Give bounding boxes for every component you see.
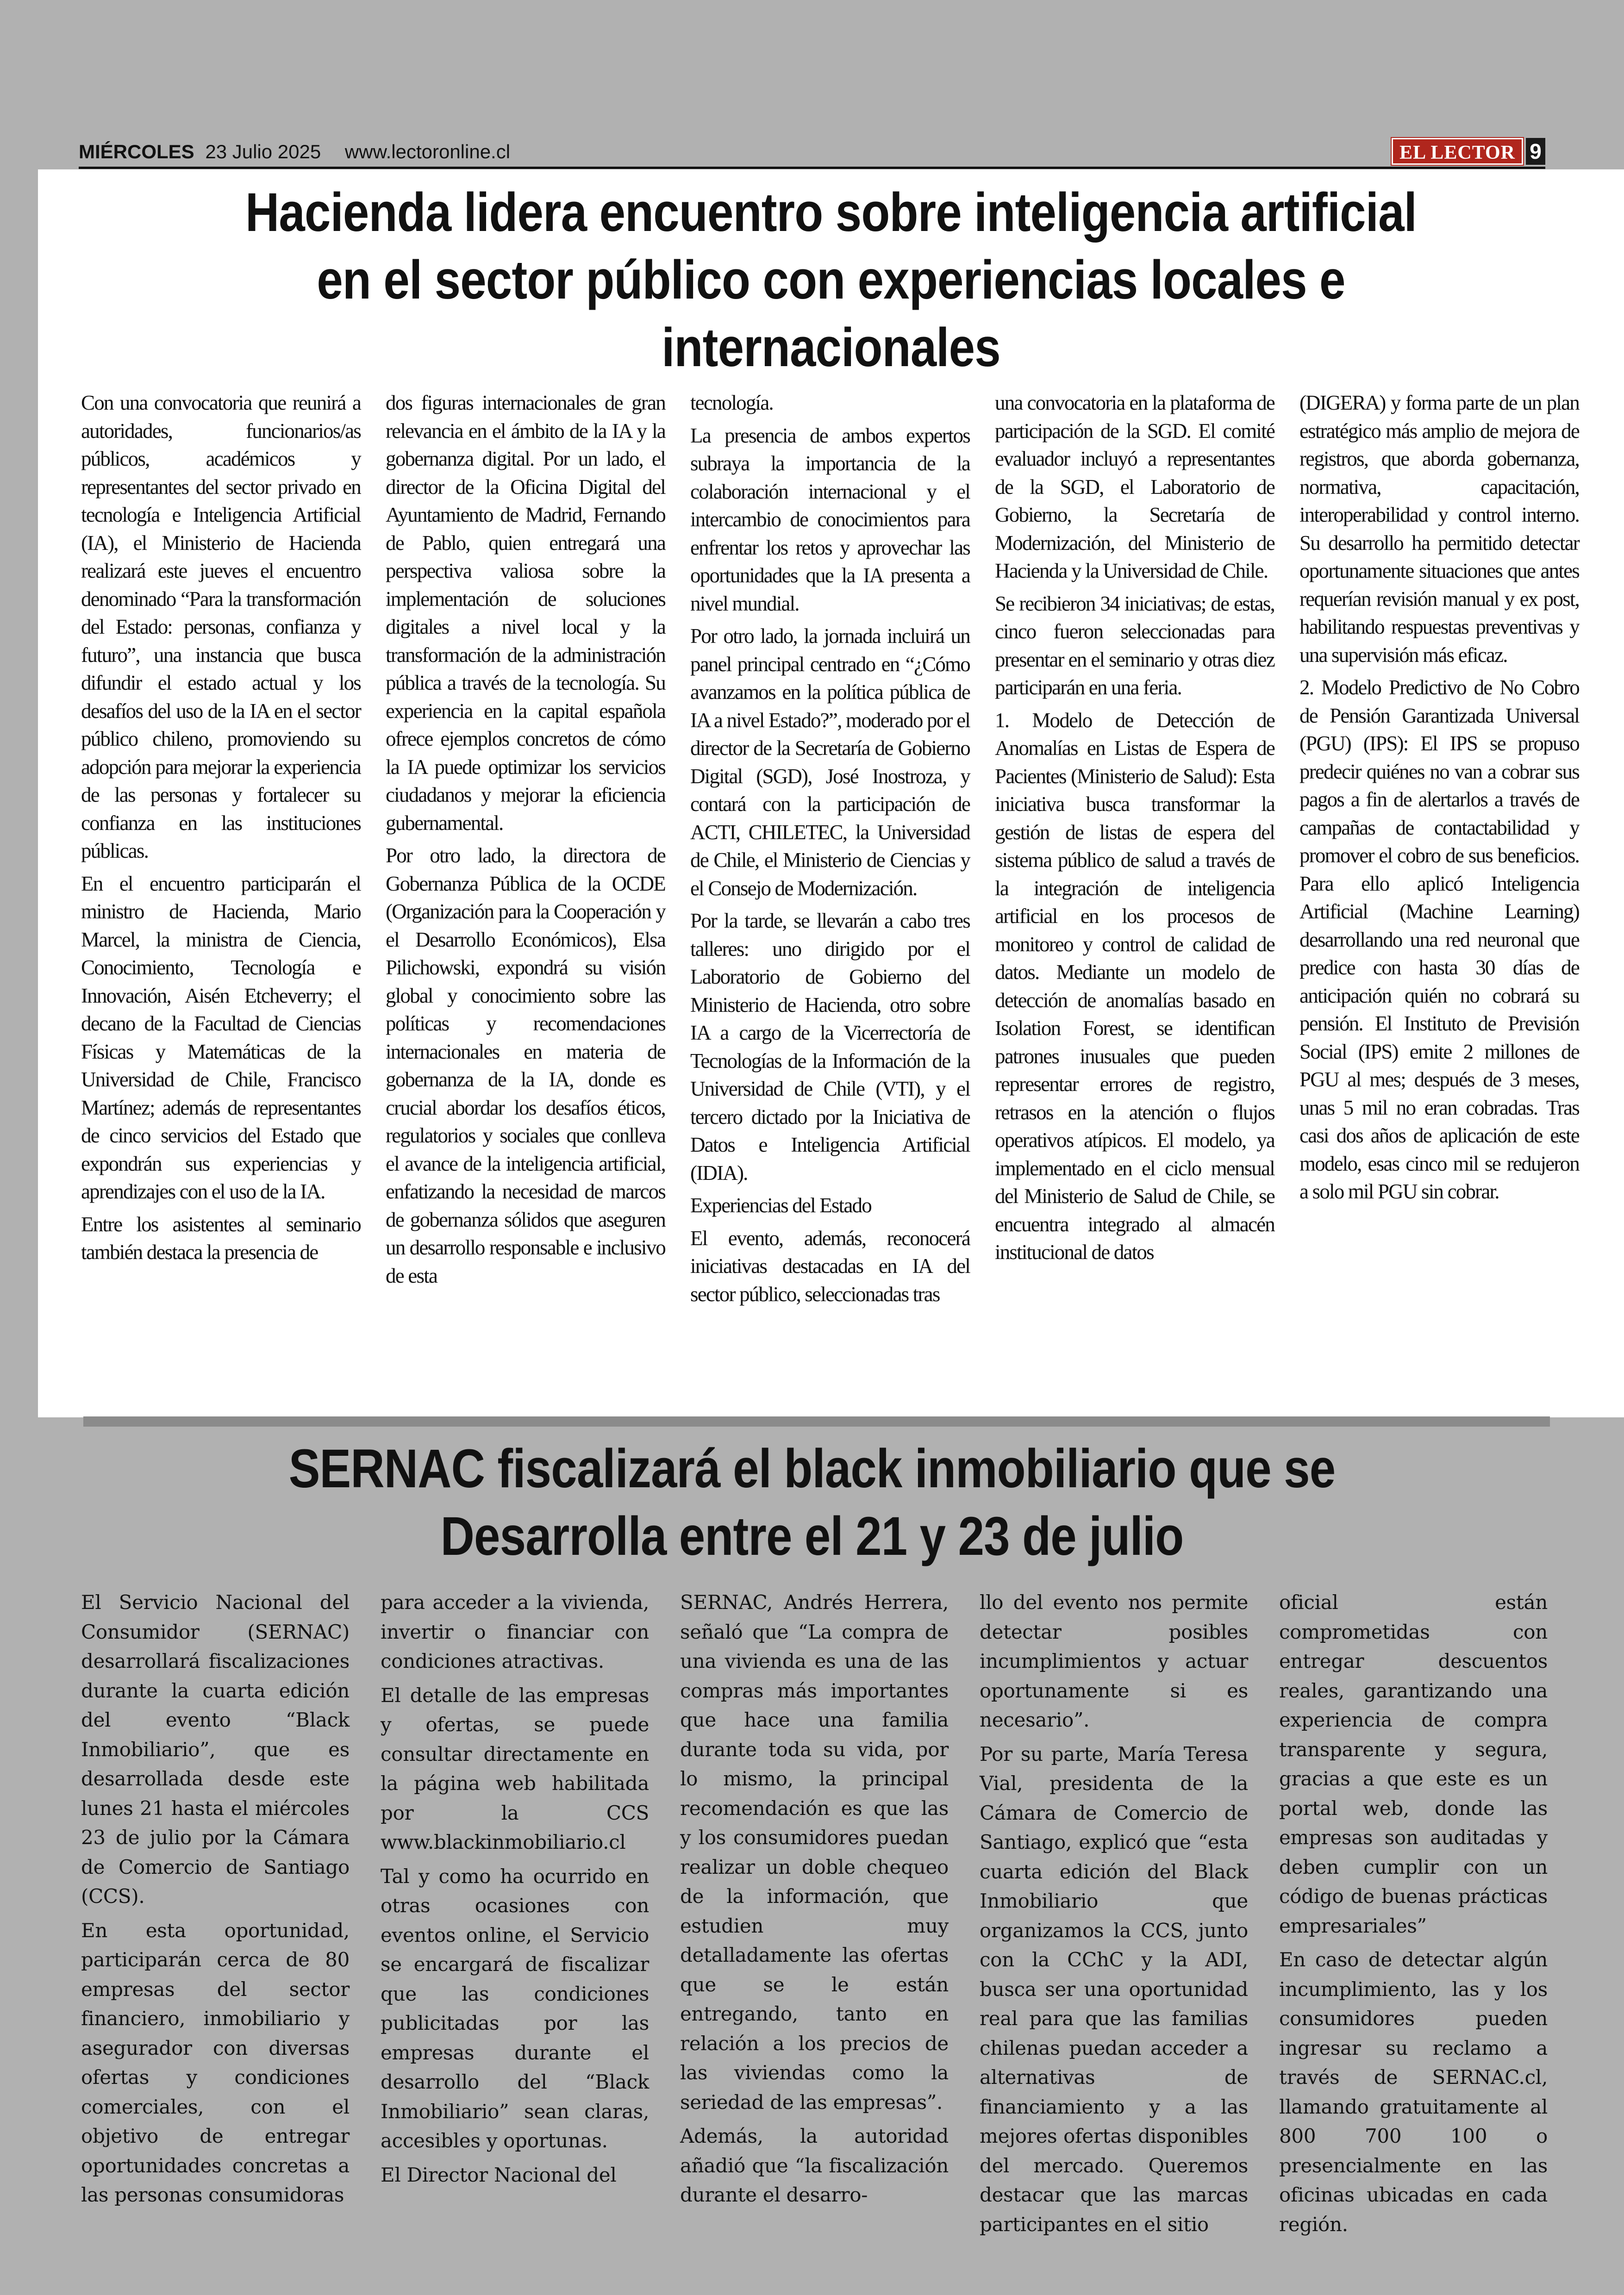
paragraph: oficial están comprometidas con entregar descuentos reales, garantizando una experiencia de compra transparente y segura, gracias a que este es un portal web, donde las empresas son auditadas y deben cumplir con un código de buenas prácticas empresariales”: [1279, 1591, 1548, 1937]
section-divider: [83, 1416, 1550, 1427]
paragraph: una convocatoria en la plataforma de participación de la SGD. El comité evaluador incluyó a representantes de la SGD, el Laboratorio de Gobierno, la Secretaría de Modernización, del Ministerio de Hacienda y la Universidad de Chile.: [995, 391, 1274, 582]
paragraph: El Director Nacional del: [381, 2163, 617, 2186]
article1-column-5: [1299, 389, 1579, 1313]
article2-column-3: [680, 1588, 949, 2244]
paragraph: La presencia de ambos expertos subraya la importancia de la colaboración internacional y el intercambio de conocimientos para enfrentar los retos y aprovechar las oportunidades que la IA presenta a nivel mundial.: [690, 424, 970, 615]
paragraph: SERNAC, Andrés Herrera, señaló que “La compra de una vivienda es una de las compras más importantes que hace una familia durante toda su vida, por lo mismo, la principal recomendación es que las y los consumidores puedan realizar un doble chequeo de la información, que estudien muy detalladamente las ofertas que se le están entregando, tanto en relación a los precios de las viviendas como la seriedad de las empresas”.: [680, 1591, 949, 2114]
page-number: 9: [1526, 138, 1545, 165]
article2-columns: [81, 1588, 1548, 2244]
paragraph: El evento, además, reconocerá iniciativas destacadas en IA del sector público, seleccionadas tras: [690, 1226, 970, 1306]
page-header: [79, 141, 1545, 168]
article2-column-2: [381, 1588, 649, 2244]
paragraph: En el encuentro participarán el ministro de Hacienda, Mario Marcel, la ministra de Ciencia, Conocimiento, Tecnología e Innovación, Aisén Etcheverry; el decano de la Facultad de Ciencias Físicas y Matemáticas de la Universidad de Chile, Francisco Martínez; además de representantes de cinco servicios del Estado que expondrán sus experiencias y aprendizajes con el uso de la IA.: [81, 872, 361, 1203]
logo-brand: EL LECTOR: [1392, 138, 1523, 165]
paragraph: Además, la autoridad añadió que “la fiscalización durante el desarro-: [680, 2125, 949, 2206]
article2-column-5: [1279, 1588, 1548, 2244]
paragraph: Por la tarde, se llevarán a cabo tres talleres: uno dirigido por el Laboratorio de Gobierno del Ministerio de Hacienda, otro sobre IA a cargo de la Vicerrectoría de Tecnologías de la Información de la Universidad de Chile (VTI), y el tercero dictado por la Iniciativa de Datos e Inteligencia Artificial (IDIA).: [690, 909, 970, 1185]
paragraph: 1. Modelo de Detección de Anomalías en Listas de Espera de Pacientes (Ministerio de Salud): Esta iniciativa busca transformar la gestión de listas de espera del sistema público de salud a través de la integración de inteligencia artificial en los procesos de monitoreo y control de calidad de datos. Mediante un modelo de detección de anomalías basado en Isolation Forest, se identifican patrones inusuales que pueden representar errores de registro, retrasos en la atención o flujos operativos atípicos. El modelo, ya implementado en el ciclo mensual del Ministerio de Salud de Chile, se encuentra integrado al almacén institucional de datos: [995, 708, 1274, 1264]
article2-column-1: [81, 1588, 350, 2244]
paragraph: Entre los asistentes al seminario también destaca la presencia de: [81, 1212, 361, 1264]
subheading: Experiencias del Estado: [690, 1194, 871, 1217]
paragraph: El detalle de las empresas y ofertas, se puede consultar directamente en la página web habilitada por la CCS www.blackinmobiliario.cl: [381, 1684, 649, 1853]
article1-column-2: [386, 389, 665, 1313]
paragraph: 2. Modelo Predictivo de No Cobro de Pensión Garantizada Universal (PGU) (IPS): El IPS se propuso predecir quiénes no van a cobrar sus pagos a fin de alertarlos a través de campañas de contactabilidad y promover el cobro de sus beneficios. Para ello aplicó Inteligencia Artificial (Machine Learning) desarrollando una red neuronal que predice con hasta 30 días de anticipación quién no cobrará su pensión. El Instituto de Previsión Social (IPS) emite 2 millones de PGU al mes; después de 3 meses, unas 5 mil no eran cobradas. Tras casi dos años de aplicación de este modelo, esas cinco mil se redujeron a solo mil PGU sin cobrar.: [1299, 676, 1579, 1203]
paragraph: En caso de detectar algún incumplimiento, las y los consumidores pueden ingresar su reclamo a través de SERNAC.cl, llamando gratuitamente al 800 700 100 o presencialmente en las oficinas ubicadas en cada región.: [1279, 1948, 1548, 2236]
article1-headline-line: en el sector público con experiencias locales e: [317, 249, 1345, 311]
header-rule: [79, 167, 1545, 169]
paragraph: tecnología.: [690, 391, 773, 414]
article1-headline: [149, 179, 1513, 381]
article1-column-1: [81, 389, 361, 1313]
article-hacienda-ia: [38, 169, 1624, 1417]
header-url[interactable]: www.lectoronline.cl: [344, 141, 511, 162]
article1-column-4: [995, 389, 1274, 1313]
article2-headline-line: Desarrolla entre el 21 y 23 de julio: [440, 1506, 1184, 1567]
paragraph: Por su parte, María Teresa Vial, presidenta de la Cámara de Comercio de Santiago, explicó que “esta cuarta edición del Black Inmobiliario que organizamos la CCS, junto con la CChC y la ADI, busca ser una oportunidad real para que las familias chilenas puedan acceder a alternativas de financiamiento y a las mejores ofertas disponibles del mercado. Queremos destacar que las marcas participantes en el sitio: [980, 1742, 1248, 2236]
newspaper-logo: [1392, 138, 1545, 165]
paragraph: Por otro lado, la jornada incluirá un panel principal centrado en “¿Cómo avanzamos en la política pública de IA a nivel Estado?”, moderado por el director de la Secretaría de Gobierno Digital (SGD), José Inostroza, y contará con la participación de ACTI, CHILETEC, la Universidad de Chile, el Ministerio de Ciencias y el Consejo de Modernización.: [690, 624, 970, 900]
paragraph: Se recibieron 34 iniciativas; de estas, cinco fueron seleccionadas para presentar en el seminario y otras diez participarán en una feria.: [995, 592, 1274, 699]
article1-headline-line: internacionales: [662, 317, 1000, 378]
paragraph: para acceder a la vivienda, invertir o financiar con condiciones atractivas.: [381, 1591, 649, 1672]
article1-headline-line: Hacienda lidera encuentro sobre inteligencia artificial: [245, 182, 1417, 243]
paragraph: El Servicio Nacional del Consumidor (SERNAC) desarrollará fiscalizaciones durante la cuarta edición del evento “Black Inmobiliario”, que es desarrollada desde este lunes 21 hasta el miércoles 23 de julio por la Cámara de Comercio de Santiago (CCS).: [81, 1591, 350, 1908]
paragraph: (DIGERA) y forma parte de un plan estratégico más amplio de mejora de registros, que aborda gobernanza, normativa, capacitación, interoperabilidad y control interno. Su desarrollo ha permitido detectar oportunamente situaciones que antes requerían revisión manual y ex post, habilitando respuestas preventivas y una supervisión más eficaz.: [1299, 391, 1579, 667]
paragraph: Tal y como ha ocurrido en otras ocasiones con eventos online, el Servicio se encargará de fiscalizar que las condiciones publicitadas por las empresas durante el desarrollo del “Black Inmobiliario” sean claras, accesibles y oportunas.: [381, 1865, 649, 2152]
paragraph: llo del evento nos permite detectar posibles incumplimientos y actuar oportunamente si es necesario”.: [980, 1591, 1248, 1731]
article2-headline: [114, 1435, 1511, 1570]
article1-column-3: [690, 389, 970, 1313]
paragraph: Por otro lado, la directora de Gobernanza Pública de la OCDE (Organización para la Cooperación y el Desarrollo Económicos), Elsa Pilichowski, expondrá su visión global y conocimiento sobre las políticas y recomendaciones internacionales en materia de gobernanza de la IA, donde es crucial abordar los desafíos éticos, regulatorios y sociales que conlleva el avance de la inteligencia artificial, enfatizando la necesidad de marcos de gobernanza sólidos que aseguren un desarrollo responsable e inclusivo de esta: [386, 844, 665, 1287]
paragraph: dos figuras internacionales de gran relevancia en el ámbito de la IA y la gobernanza digital. Por un lado, el director de la Oficina Digital del Ayuntamiento de Madrid, Fernando de Pablo, quien entregará una perspectiva valiosa sobre la implementación de soluciones digitales a nivel local y la transformación de la administración pública a través de la tecnología. Su experiencia en la capital española ofrece ejemplos concretos de cómo la IA puede optimizar los servicios ciudadanos y mejorar la eficiencia gubernamental.: [386, 391, 665, 835]
article2-column-4: [980, 1588, 1248, 2244]
header-day: MIÉRCOLES: [79, 141, 194, 162]
paragraph: Con una convocatoria que reunirá a autoridades, funcionarios/as públicos, académicos y representantes del sector privado en tecnología e Inteligencia Artificial (IA), el Ministerio de Hacienda realizará este jueves el encuentro denominado “Para la transformación del Estado: personas, confianza y futuro”, una instancia que busca difundir el estado actual y los desafíos del uso de la IA en el sector público chileno, promoviendo su adopción para mejorar la experiencia de las personas y fortalecer su confianza en las instituciones públicas.: [81, 391, 361, 862]
article2-headline-line: SERNAC fiscalizará el black inmobiliario que se: [288, 1438, 1336, 1499]
article1-columns: [81, 389, 1579, 1313]
header-date: 23 Julio 2025: [205, 141, 321, 162]
paragraph: En esta oportunidad, participarán cerca de 80 empresas del sector financiero, inmobiliario y asegurador con diversas ofertas y condiciones comerciales, con el objetivo de entregar oportunidades concretas a las personas consumidoras: [81, 1919, 350, 2206]
